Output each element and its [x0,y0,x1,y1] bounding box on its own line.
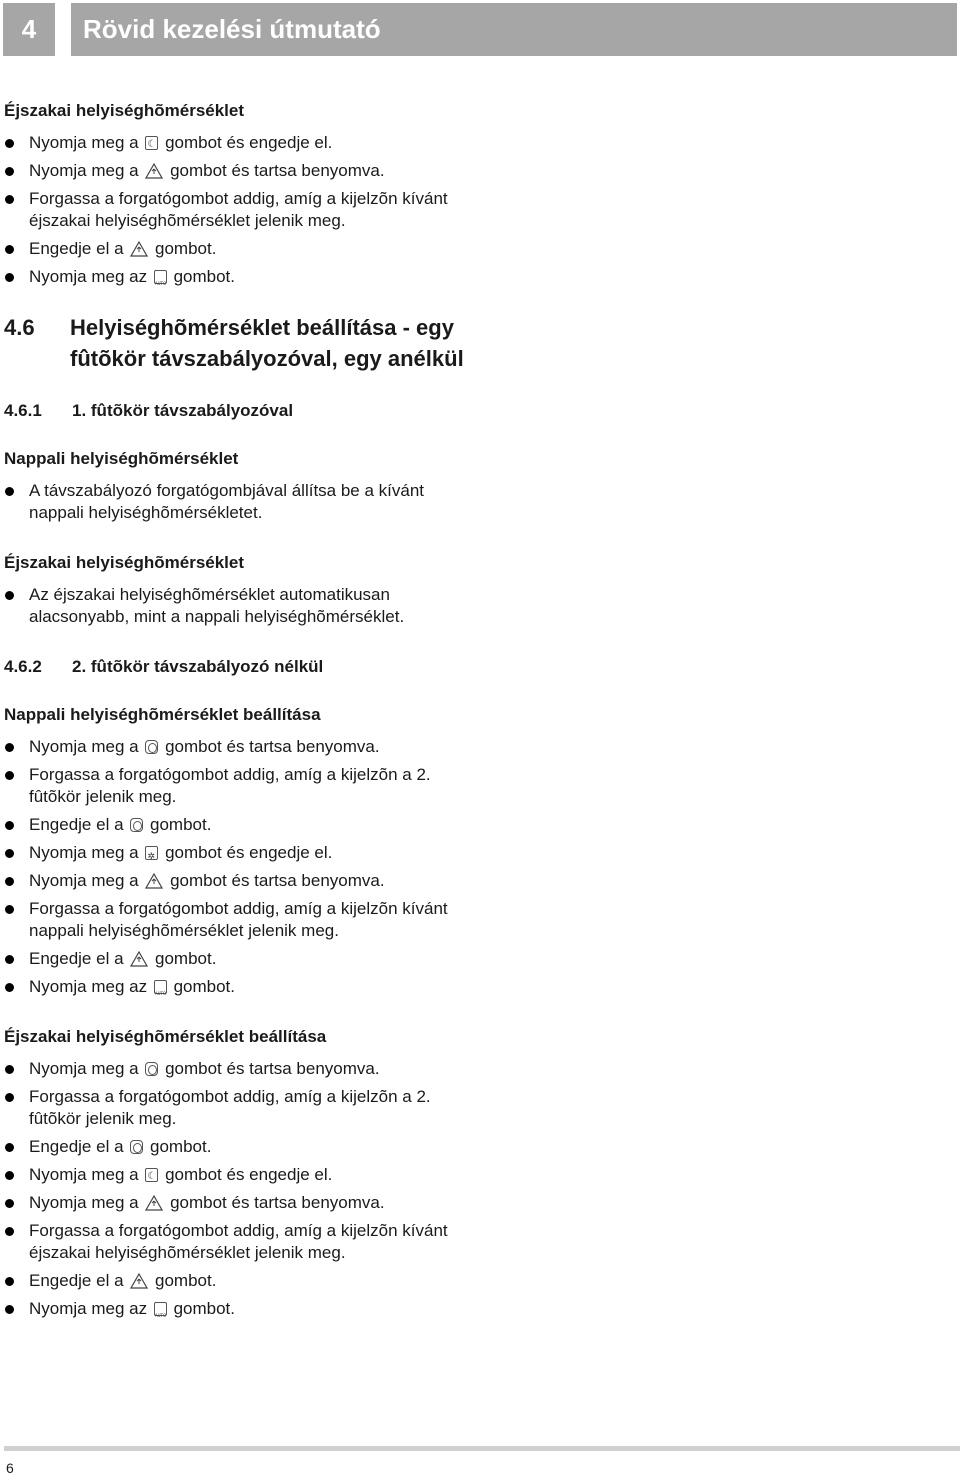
item-text-after: gombot és tartsa benyomva. [170,871,385,890]
moon-button-icon [145,136,158,150]
item-text-after: gombot. [150,815,212,834]
item-text: Nyomja meg a [29,1193,139,1212]
item-text: Engedje el a [29,1137,124,1156]
item-text-after: gombot és engedje el. [165,133,333,152]
section-number: 4.6 [4,315,35,340]
item-text: Az éjszakai helyiséghõmérséklet automatikusan alacsonyabb, mint a nappali helyiséghõmérséklet. [29,585,405,626]
item-text: Forgassa a forgatógombot addig, amíg a kijelzõn kívánt nappali helyiséghõmérséklet jelenik meg. [29,899,448,940]
auto-button-icon [154,980,167,994]
bullet-icon [5,1305,14,1314]
item-text: Forgassa a forgatógombot addig, amíg a kijelzõn a 2. fûtõkör jelenik meg. [29,765,431,806]
list-item [4,1164,469,1186]
instruction-list [4,1058,904,1320]
list-item [4,870,469,892]
bullet-icon [5,821,14,830]
item-text-after: gombot és engedje el. [165,843,333,862]
sun-button-icon [145,846,158,860]
item-text: Engedje el a [29,239,124,258]
item-text: Nyomja meg a [29,1059,139,1078]
bullet-icon [5,1093,14,1102]
document-body [4,100,904,1326]
section-4-6-1-title [4,400,904,422]
item-text: Engedje el a [29,949,124,968]
bullet-icon [5,771,14,780]
section-title: 2. fûtõkör távszabályozó nélkül [72,657,324,676]
item-text-after: gombot és tartsa benyomva. [165,737,380,756]
triangle-button-icon [130,951,148,967]
item-text: Forgassa a forgatógombot addig, amíg a kijelzõn a 2. fûtõkör jelenik meg. [29,1087,431,1128]
item-text: Engedje el a [29,815,124,834]
list-item [4,814,469,836]
moon-button-icon [145,1168,158,1182]
item-text: Nyomja meg az [29,267,148,286]
list-item [4,842,469,864]
section-number: 4.6.1 [4,401,42,420]
page-number: 6 [6,1460,14,1476]
section-title: 1. fûtõkör távszabályozóval [72,401,294,420]
list-item [4,948,469,970]
bullet-icon [5,1227,14,1236]
item-text: Nyomja meg a [29,871,139,890]
night-section [4,100,904,288]
item-text-after: gombot. [173,267,236,286]
page-header [3,3,957,56]
circuit-button-icon [145,740,158,754]
triangle-button-icon [130,1273,148,1289]
list-item [4,188,469,232]
section-title: Helyiséghõmérséklet beállítása - egy fûtõkör távszabályozóval, egy anélkül [70,315,464,371]
section-heading: Éjszakai helyiséghõmérséklet beállítása [4,1027,327,1046]
item-text: Nyomja meg a [29,737,139,756]
instruction-list [4,480,904,524]
list-item [4,1086,469,1130]
bullet-icon [5,195,14,204]
list-item [4,736,469,758]
list-item [4,976,469,998]
bullet-icon [5,1065,14,1074]
bullet-icon [5,877,14,886]
instruction-list [4,736,904,998]
item-text: Forgassa a forgatógombot addig, amíg a kijelzõn kívánt éjszakai helyiséghõmérséklet jelenik meg. [29,189,448,230]
footer-rule [4,1446,960,1451]
bullet-icon [5,245,14,254]
circuit-button-icon [130,1140,143,1154]
item-text-after: gombot. [150,1137,212,1156]
triangle-button-icon [145,1195,163,1211]
circuit-button-icon [145,1062,158,1076]
item-text: Forgassa a forgatógombot addig, amíg a kijelzõn kívánt éjszakai helyiséghõmérséklet jelenik meg. [29,1221,448,1262]
item-text-after: gombot és tartsa benyomva. [170,161,385,180]
section-heading: Nappali helyiséghõmérséklet [4,449,239,468]
item-text: Engedje el a [29,1271,124,1290]
bullet-icon [5,743,14,752]
bullet-icon [5,139,14,148]
auto-button-icon [154,1302,167,1316]
instruction-list [4,584,904,628]
bullet-icon [5,487,14,496]
section-4-6-2-title [4,656,904,678]
bullet-icon [5,1143,14,1152]
bullet-icon [5,1171,14,1180]
section-heading: Nappali helyiséghõmérséklet beállítása [4,705,321,724]
list-item [4,1136,469,1158]
list-item [4,132,469,154]
item-text: Nyomja meg az [29,977,148,996]
triangle-button-icon [145,873,163,889]
list-item [4,1220,469,1264]
bullet-icon [5,1277,14,1286]
list-item [4,584,469,628]
section-number: 4.6.2 [4,657,42,676]
list-item [4,898,469,942]
item-text: A távszabályozó forgatógombjával állítsa be a kívánt nappali helyiséghõmérsékletet. [29,481,425,522]
list-item [4,764,469,808]
item-text: Nyomja meg a [29,133,139,152]
bullet-icon [5,1199,14,1208]
list-item [4,1270,469,1292]
auto-button-icon [154,270,167,284]
section-heading: Éjszakai helyiséghõmérséklet [4,553,245,572]
section-4-6-title [4,312,904,374]
bullet-icon [5,983,14,992]
list-item [4,238,469,260]
item-text-after: gombot és tartsa benyomva. [165,1059,380,1078]
item-text: Nyomja meg az [29,1299,148,1318]
bullet-icon [5,591,14,600]
bullet-icon [5,167,14,176]
section-heading: Éjszakai helyiséghõmérséklet [4,101,245,120]
list-item [4,480,469,524]
instruction-list [4,132,904,288]
bullet-icon [5,273,14,282]
item-text: Nyomja meg a [29,161,139,180]
triangle-button-icon [130,241,148,257]
bullet-icon [5,849,14,858]
triangle-button-icon [145,163,163,179]
item-text-after: gombot. [155,949,217,968]
list-item [4,266,469,288]
item-text-after: gombot. [173,1299,236,1318]
item-text-after: gombot. [155,239,217,258]
item-text-after: gombot és engedje el. [165,1165,333,1184]
item-text-after: gombot és tartsa benyomva. [170,1193,385,1212]
bullet-icon [5,955,14,964]
list-item [4,1298,469,1320]
item-text: Nyomja meg a [29,843,139,862]
item-text-after: gombot. [155,1271,217,1290]
chapter-title: Rövid kezelési útmutató [71,3,957,56]
chapter-number: 4 [3,3,55,56]
bullet-icon [5,905,14,914]
item-text-after: gombot. [173,977,236,996]
item-text: Nyomja meg a [29,1165,139,1184]
circuit-button-icon [130,818,143,832]
list-item [4,160,469,182]
list-item [4,1192,469,1214]
list-item [4,1058,469,1080]
